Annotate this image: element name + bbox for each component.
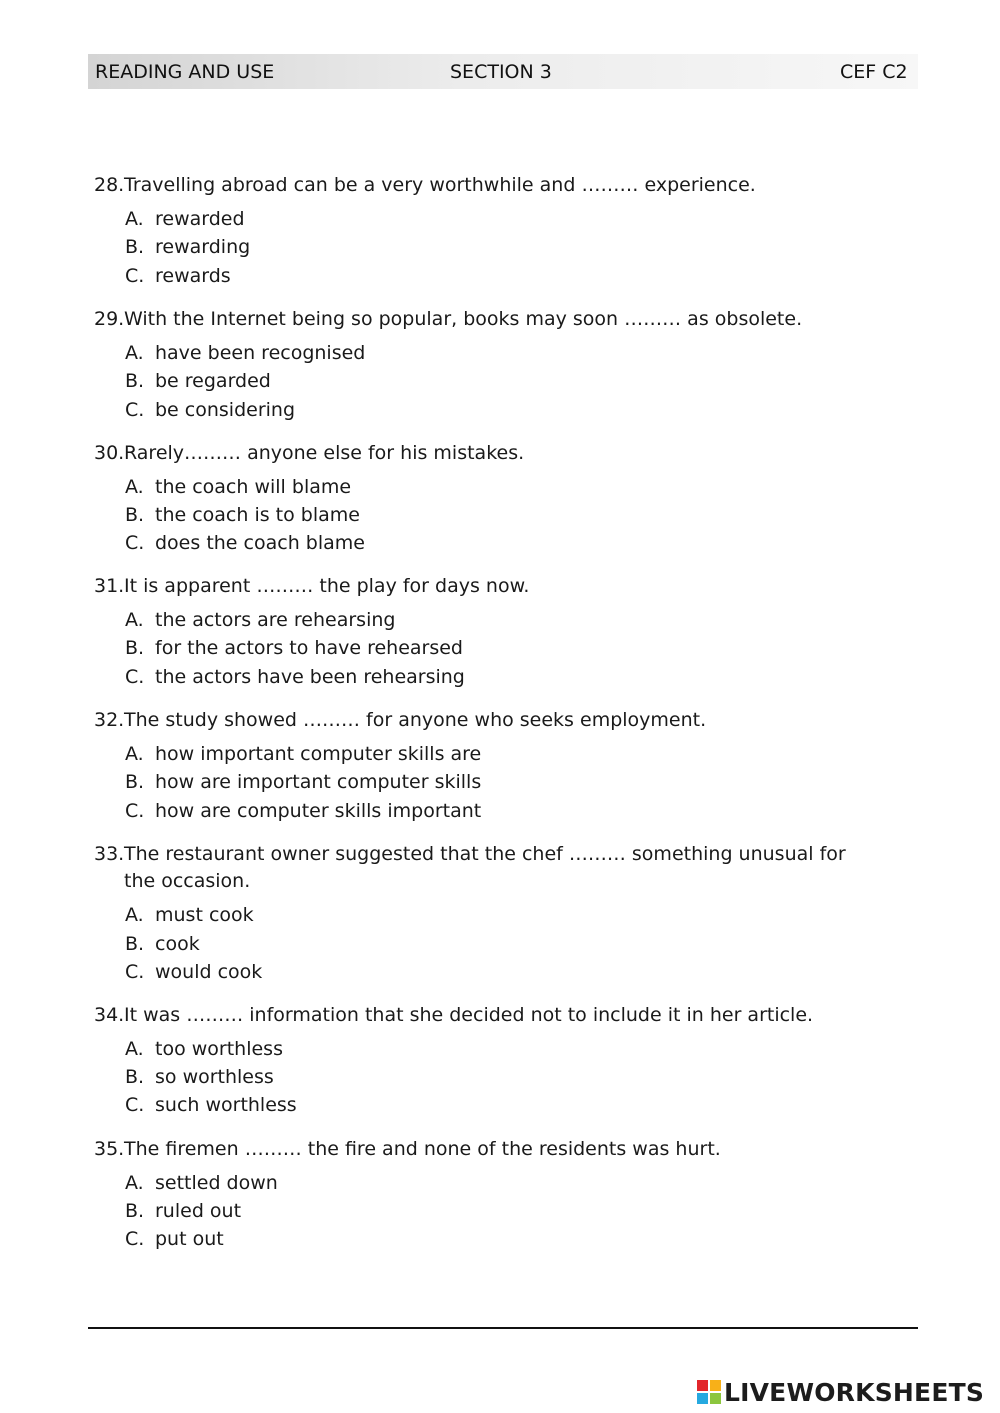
option-text: the coach is to blame <box>155 504 360 526</box>
option-text: so worthless <box>155 1066 274 1088</box>
option-text: does the coach blame <box>155 532 365 554</box>
option-30-c[interactable] <box>125 532 365 554</box>
question-32 <box>94 707 854 734</box>
option-letter: B. <box>125 1200 145 1222</box>
question-number: 33. <box>94 843 125 865</box>
option-letter: A. <box>125 1038 144 1060</box>
option-letter: C. <box>125 1228 145 1250</box>
option-letter: C. <box>125 265 145 287</box>
question-text: Travelling abroad can be a very worthwhile and ……… experience. <box>124 174 756 196</box>
header-left-label: READING AND USE <box>95 61 275 83</box>
option-text: rewards <box>155 265 231 287</box>
option-text: be regarded <box>155 370 271 392</box>
option-text: put out <box>155 1228 224 1250</box>
option-33-b[interactable] <box>125 933 200 955</box>
question-34 <box>94 1002 854 1029</box>
option-28-b[interactable] <box>125 236 250 258</box>
option-35-c[interactable] <box>125 1228 224 1250</box>
option-text: how are computer skills important <box>155 800 482 822</box>
option-text: too worthless <box>155 1038 283 1060</box>
logo-square-3 <box>697 1393 708 1404</box>
option-34-c[interactable] <box>125 1094 297 1116</box>
option-letter: C. <box>125 532 145 554</box>
option-letter: B. <box>125 637 145 659</box>
option-letter: B. <box>125 236 145 258</box>
option-text: cook <box>155 933 200 955</box>
option-letter: A. <box>125 342 144 364</box>
header-section-label: SECTION 3 <box>450 61 552 83</box>
option-30-b[interactable] <box>125 504 360 526</box>
liveworksheets-logo-icon <box>697 1380 721 1404</box>
option-letter: C. <box>125 800 145 822</box>
option-32-b[interactable] <box>125 771 481 793</box>
option-text: the coach will blame <box>155 476 352 498</box>
option-letter: A. <box>125 1172 144 1194</box>
option-letter: C. <box>125 399 145 421</box>
question-number: 32. <box>94 709 125 731</box>
question-number: 35. <box>94 1138 125 1160</box>
option-32-a[interactable] <box>125 743 481 765</box>
option-text: how are important computer skills <box>155 771 482 793</box>
option-text: would cook <box>155 961 263 983</box>
option-32-c[interactable] <box>125 800 481 822</box>
question-30 <box>94 440 854 467</box>
option-35-a[interactable] <box>125 1172 278 1194</box>
option-31-b[interactable] <box>125 637 463 659</box>
option-letter: A. <box>125 743 144 765</box>
question-number: 28. <box>94 174 125 196</box>
option-letter: A. <box>125 476 144 498</box>
footer-divider <box>88 1327 918 1329</box>
option-34-a[interactable] <box>125 1038 283 1060</box>
question-text: It is apparent ……… the play for days now. <box>124 575 530 597</box>
option-letter: B. <box>125 771 145 793</box>
option-31-a[interactable] <box>125 609 395 631</box>
option-28-a[interactable] <box>125 208 245 230</box>
option-letter: C. <box>125 961 145 983</box>
logo-text: LIVEWORKSHEETS <box>724 1378 985 1407</box>
option-33-a[interactable] <box>125 904 254 926</box>
option-text: such worthless <box>155 1094 297 1116</box>
option-text: how important computer skills are <box>155 743 482 765</box>
option-34-b[interactable] <box>125 1066 274 1088</box>
question-text: With the Internet being so popular, books may soon ……… as obsolete. <box>124 308 803 330</box>
option-31-c[interactable] <box>125 666 465 688</box>
logo-square-4 <box>710 1393 721 1404</box>
option-letter: B. <box>125 504 145 526</box>
question-number: 30. <box>94 442 125 464</box>
question-29 <box>94 306 854 333</box>
option-text: settled down <box>155 1172 278 1194</box>
question-text: The study showed ……… for anyone who seeks employment. <box>124 709 707 731</box>
option-text: have been recognised <box>155 342 366 364</box>
question-number: 31. <box>94 575 125 597</box>
question-number: 34. <box>94 1004 125 1026</box>
option-letter: C. <box>125 1094 145 1116</box>
option-text: rewarding <box>155 236 251 258</box>
question-text: The restaurant owner suggested that the chef ……… something unusual for the occasion. <box>124 843 846 892</box>
option-29-b[interactable] <box>125 370 271 392</box>
option-28-c[interactable] <box>125 265 231 287</box>
option-letter: C. <box>125 666 145 688</box>
option-letter: A. <box>125 904 144 926</box>
question-text: Rarely……… anyone else for his mistakes. <box>124 442 525 464</box>
question-33 <box>94 841 854 895</box>
option-letter: A. <box>125 609 144 631</box>
option-text: for the actors to have rehearsed <box>155 637 463 659</box>
option-text: must cook <box>155 904 254 926</box>
option-30-a[interactable] <box>125 476 351 498</box>
option-33-c[interactable] <box>125 961 262 983</box>
logo-square-1 <box>697 1380 708 1391</box>
question-text: The firemen ……… the fire and none of the residents was hurt. <box>124 1138 721 1160</box>
option-letter: B. <box>125 933 145 955</box>
question-text: It was ……… information that she decided not to include it in her article. <box>124 1004 814 1026</box>
question-31 <box>94 573 854 600</box>
page-header <box>88 54 918 89</box>
option-text: ruled out <box>155 1200 242 1222</box>
option-35-b[interactable] <box>125 1200 241 1222</box>
logo-square-2 <box>710 1380 721 1391</box>
option-text: the actors are rehearsing <box>155 609 396 631</box>
question-28 <box>94 172 854 199</box>
option-text: be considering <box>155 399 296 421</box>
question-number: 29. <box>94 308 125 330</box>
header-level-label: CEF C2 <box>840 61 908 83</box>
question-35 <box>94 1136 854 1163</box>
option-29-a[interactable] <box>125 342 365 364</box>
option-text: rewarded <box>155 208 245 230</box>
option-letter: A. <box>125 208 144 230</box>
option-text: the actors have been rehearsing <box>155 666 465 688</box>
option-letter: B. <box>125 1066 145 1088</box>
option-letter: B. <box>125 370 145 392</box>
option-29-c[interactable] <box>125 399 295 421</box>
